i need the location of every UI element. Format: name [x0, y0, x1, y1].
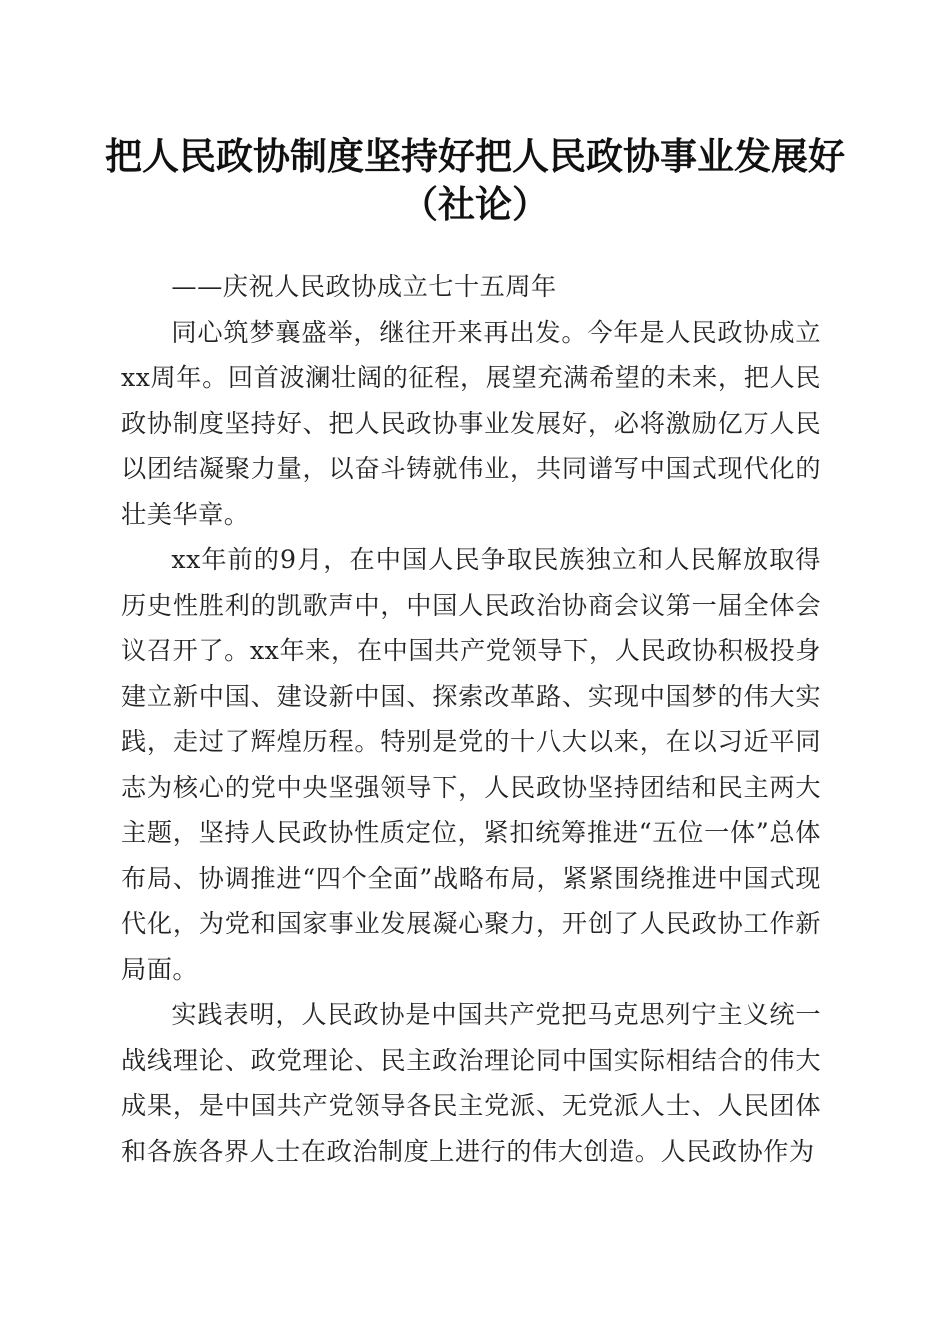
document-title [100, 132, 850, 228]
paragraph-1: 同心筑梦襄盛举，继往开来再出发。今年是人民政协成立xx周年。回首波澜壮阔的征程，展望充满希望的未来，把人民政协制度坚持好、把人民政协事业发展好，必将激励亿万人民以团结凝聚力量，以奋斗铸就伟业，共同谱写中国式现代化的壮美华章。 [121, 317, 821, 529]
subtitle: ——庆祝人民政协成立七十五周年 [171, 272, 557, 301]
paragraph-2: xx年前的9月，在中国人民争取民族独立和人民解放取得历史性胜利的凯歌声中，中国人民政治协商会议第一届全体会议召开了。xx年来，在中国共产党领导下，人民政协积极投身建立新中国、建设新中国、探索改革路、实现中国梦的伟大实践，走过了辉煌历程。特别是党的十八大以来，在以习近平同志为核心的党中央坚强领导下，人民政协坚持团结和民主两大主题，坚持人民政协性质定位，紧扣统筹推进“五位一体”总体布局、协调推进“四个全面”战略布局，紧紧围绕推进中国式现代化，为党和国家事业发展凝心聚力，开创了人民政协工作新局面。 [121, 545, 821, 984]
paragraph-3: 实践表明，人民政协是中国共产党把马克思列宁主义统一战线理论、政党理论、民主政治理论同中国实际相结合的伟大成果，是中国共产党领导各民主党派、无党派人士、人民团体和各族各界人士在政治制度上进行的伟大创造。人民政协作为 [121, 1000, 821, 1166]
document-body [121, 264, 821, 1174]
title-line-main: 把人民政协制度坚持好把人民政协事业发展好 [105, 134, 845, 178]
title-line-editorial: （社论） [401, 182, 549, 226]
